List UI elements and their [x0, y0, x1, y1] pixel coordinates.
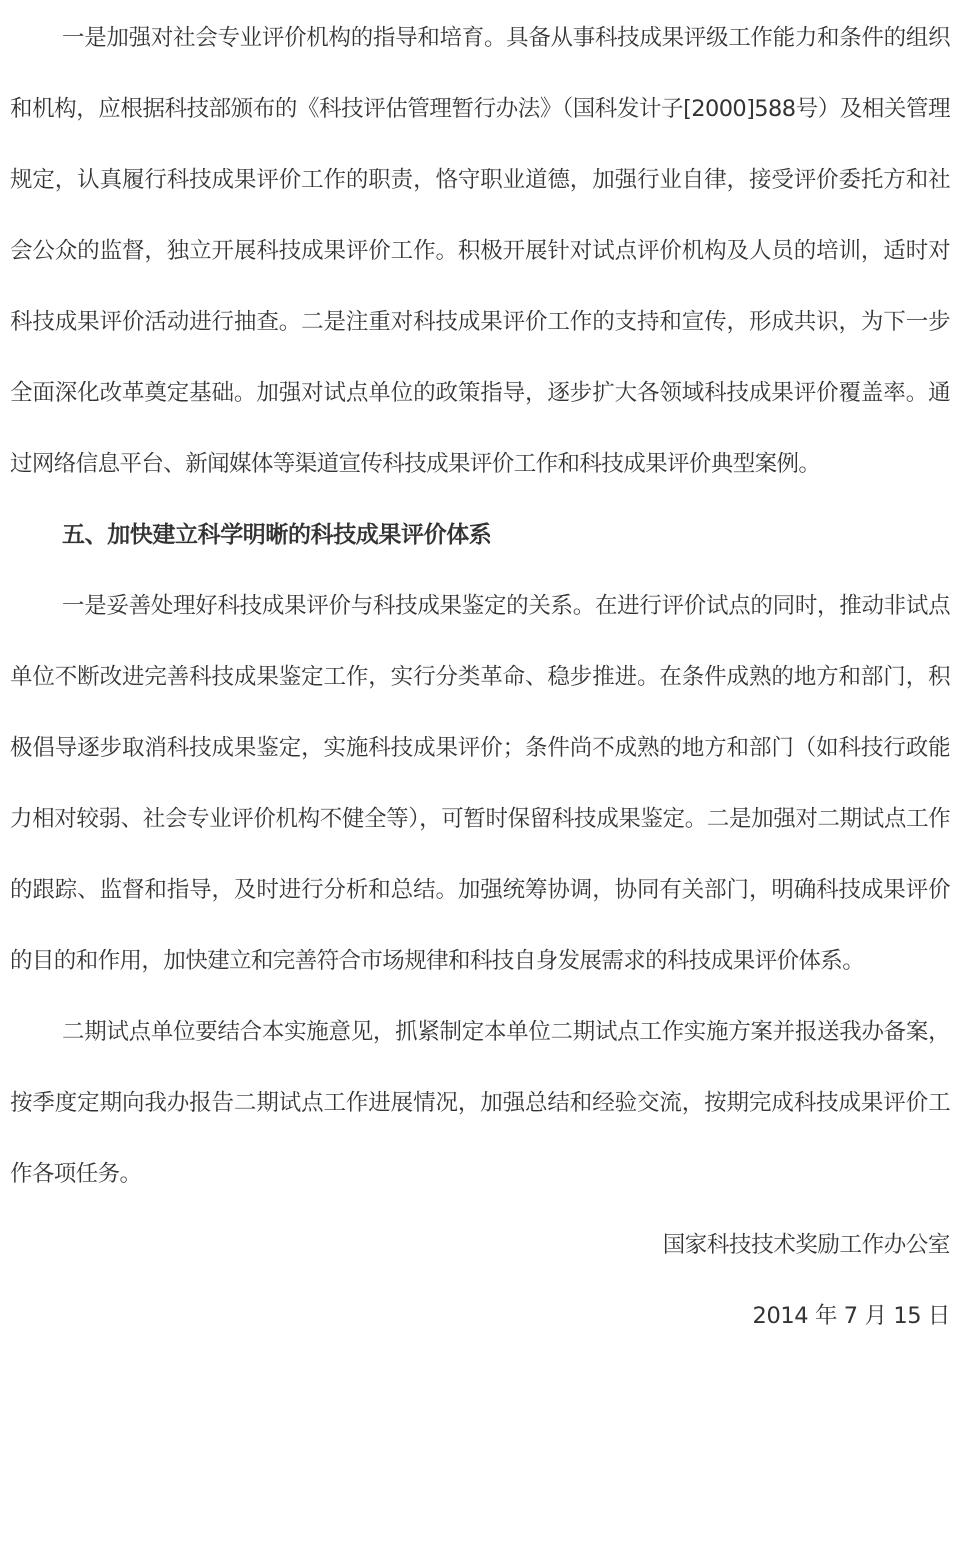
paragraph-institution-guidance: 一是加强对社会专业评价机构的指导和培育。具备从事科技成果评级工作能力和条件的组织和机构，应根据科技部颁布的《科技评估管理暂行办法》（国科发计子[2000]588号）及相关管理规定，认真履行科技成果评价工作的职责，恪守职业道德，加强行业自律，接受评价委托方和社会公众的监督，独立开展科技成果评价工作。积极开展针对试点评价机构及人员的培训，适时对科技成果评价活动进行抽查。二是注重对科技成果评价工作的支持和宣传，形成共识，为下一步全面深化改革奠定基础。加强对试点单位的政策指导，逐步扩大各领域科技成果评价覆盖率。通过网络信息平台、新闻媒体等渠道宣传科技成果评价工作和科技成果评价典型案例。: [10, 25, 950, 477]
section-heading-five: 五、加快建立科学明晰的科技成果评价体系: [62, 522, 492, 548]
paragraph-evaluation-system: 一是妥善处理好科技成果评价与科技成果鉴定的关系。在进行评价试点的同时，推动非试点单位不断改进完善科技成果鉴定工作，实行分类革命、稳步推进。在条件成熟的地方和部门，积极倡导逐步取消科技成果鉴定，实施科技成果评价；条件尚不成熟的地方和部门（如科技行政能力相对较弱、社会专业评价机构不健全等），可暂时保留科技成果鉴定。二是加强对二期试点工作的跟踪、监督和指导，及时进行分析和总结。加强统筹协调，协同有关部门，明确科技成果评价的目的和作用，加快建立和完善符合市场规律和科技自身发展需求的科技成果评价体系。: [10, 593, 950, 974]
signature-organization: 国家科技技术奖励工作办公室: [662, 1232, 950, 1258]
signature-date: 2014 年 7 月 15 日: [752, 1303, 950, 1329]
paragraph-pilot-units: 二期试点单位要结合本实施意见，抓紧制定本单位二期试点工作实施方案并报送我办备案，按季度定期向我办报告二期试点工作进展情况，加强总结和经验交流，按期完成科技成果评价工作各项任务。: [10, 1019, 950, 1187]
document-page: [10, 0, 950, 1352]
